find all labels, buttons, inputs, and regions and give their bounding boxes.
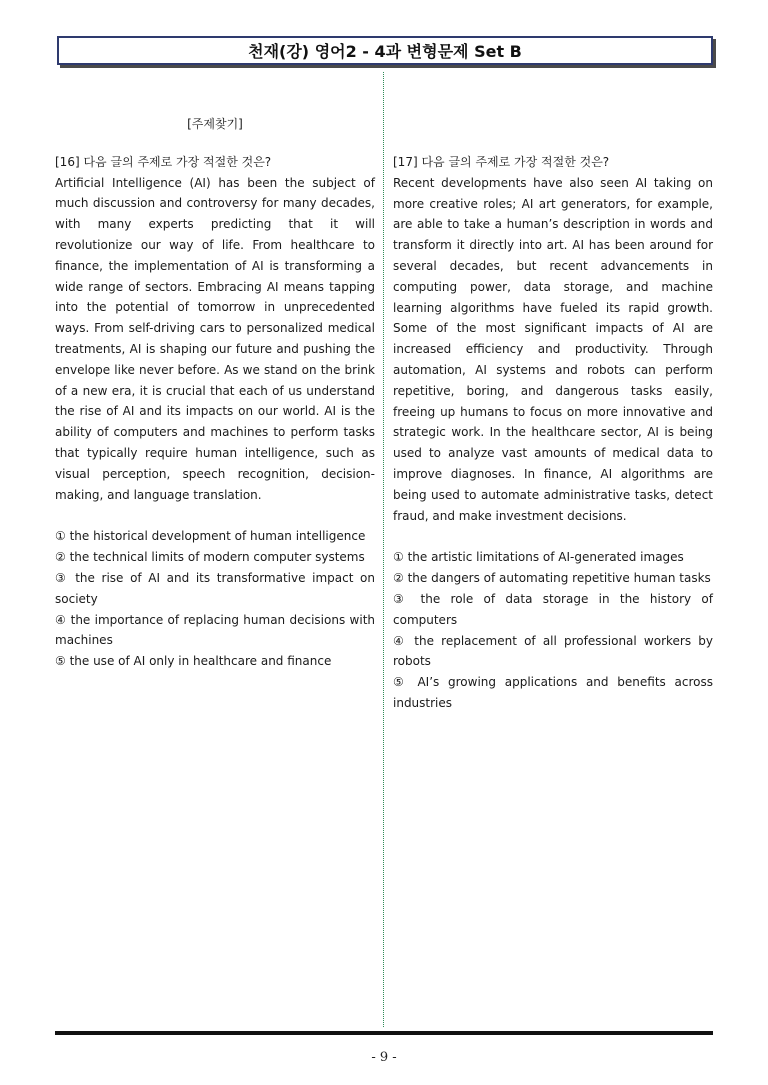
left-column bbox=[55, 114, 375, 672]
question-17: [17] 다음 글의 주제로 가장 적절한 것은? bbox=[393, 155, 610, 169]
q16-option-2: ② the technical limits of modern computer systems bbox=[55, 550, 365, 565]
q17-option-3: ③ the role of data storage in the history of computers bbox=[393, 591, 713, 627]
question-16: [16] 다음 글의 주제로 가장 적절한 것은? bbox=[55, 154, 272, 169]
q16-option-1: ① the historical development of human intelligence bbox=[55, 529, 366, 544]
q17-option-2: ② the dangers of automating repetitive human tasks bbox=[393, 571, 711, 586]
right-column bbox=[393, 152, 713, 714]
q16-option-3: ③ the rise of AI and its transformative impact on society bbox=[55, 570, 375, 606]
q17-option-5: ⑤ AI’s growing applications and benefits across industries bbox=[393, 675, 713, 710]
q16-option-5: ⑤ the use of AI only in healthcare and finance bbox=[55, 654, 332, 669]
column-divider bbox=[383, 72, 384, 1027]
q16-option-4: ④ the importance of replacing human decisions with machines bbox=[55, 612, 375, 648]
page-number: - 9 - bbox=[371, 1050, 397, 1065]
passage-17: Recent developments have also seen AI taking on more creative roles; AI art generators, for example, are able to take a human’s description in words and transform it directly into art. AI has been around for several decades, but recent advancements in computing power, data storage, and machine learning algorithms have fueled its rapid growth. Some of the most significant impacts of AI are increased efficiency and productivity. Through automation, AI systems and robots can perform repetitive, boring, and dangerous tasks easily, freeing up humans to focus on more innovative and strategic work. In the healthcare sector, AI is being used to analyze vast amounts of medical data to improve diagnoses. In finance, AI algorithms are being used to automate administrative tasks, detect fraud, and make investment decisions. bbox=[393, 175, 713, 523]
page-header bbox=[57, 36, 713, 65]
q17-option-4: ④ the replacement of all professional workers by robots bbox=[393, 633, 713, 669]
header-title: 천재(강) 영어2 - 4과 변형문제 Set B bbox=[248, 42, 522, 61]
footer-rule bbox=[55, 1031, 713, 1035]
section-title: [주제찾기] bbox=[187, 117, 243, 131]
q17-option-1: ① the artistic limitations of AI-generated images bbox=[393, 550, 684, 565]
passage-16: Artificial Intelligence (AI) has been the subject of much discussion and controversy for many decades, with many experts predicting that it will revolutionize our way of life. From healthcare to finance, the implementation of AI is transforming a wide range of sectors. Embracing AI means tapping into the potential of tomorrow in unprecedented ways. From self-driving cars to personalized medical treatments, AI is shaping our future and pushing the envelope like never before. As we stand on the brink of a new era, it is crucial that each of us understand the rise of AI and its impacts on our world. AI is the ability of computers and machines to perform tasks that typically require human intelligence, such as visual perception, speech recognition, decision-making, and language translation. bbox=[55, 175, 375, 502]
